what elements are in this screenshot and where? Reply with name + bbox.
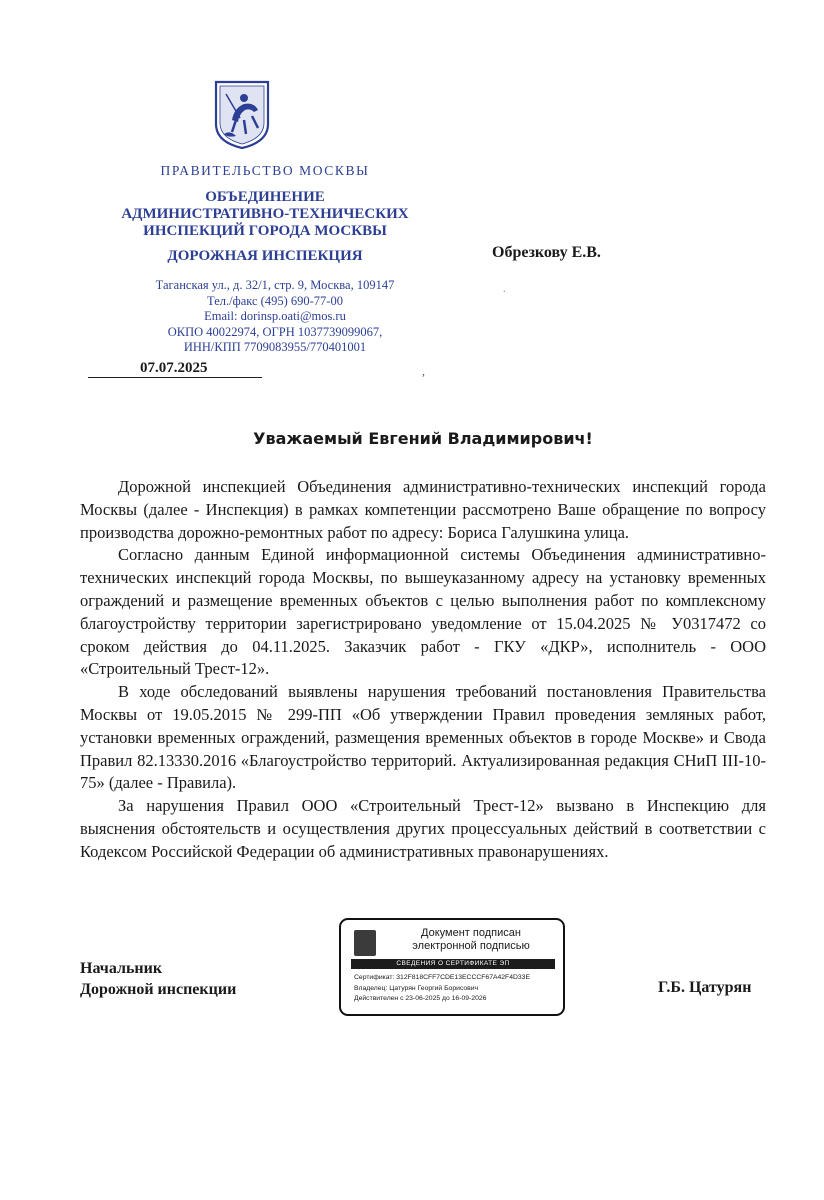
position-line: Начальник — [80, 960, 163, 977]
okpo-ogrn-line: ОКПО 40022974, ОГРН 1037739099067, — [167, 324, 383, 339]
organization-name-line: ИНСПЕКЦИЙ ГОРОДА МОСКВЫ — [143, 223, 387, 239]
address-line: Таганская ул., д. 32/1, стр. 9, Москва, 109147 — [155, 278, 395, 292]
recipient-name: Обрезкову Е.В. — [492, 244, 601, 261]
certificate-header: СВЕДЕНИЯ О СЕРТИФИКАТЕ ЭП — [351, 959, 555, 969]
moscow-coat-of-arms-icon — [214, 80, 270, 150]
document-date: 07.07.2025 — [88, 359, 262, 378]
organization-name-line: ОБЪЕДИНЕНИЕ — [205, 189, 325, 205]
certificate-validity: Действителен с 23-06-2025 до 16-09-2026 — [354, 995, 487, 1002]
scan-mark: , — [422, 364, 425, 378]
organization-name — [100, 189, 430, 240]
greeting: Уважаемый Евгений Владимирович! — [253, 429, 593, 448]
stamp-emblem-icon — [354, 930, 376, 956]
scan-mark: . — [503, 284, 506, 295]
body-paragraph: В ходе обследований выявлены нарушения требований постановления Правительства Москвы от 19.05.2015 № 299-ПП «Об утверждении Правил проведения земляных работ, установки временных ограждений, размещения временных объектов в городе Москве» и Свода Правил 82.13330.2016 «Благоустройство территорий. Актуализированная редакция СНиП III-10-75» (далее - Правила). — [80, 682, 766, 793]
stamp-title-line: электронной подписью — [412, 939, 530, 952]
position-line: Дорожной инспекции — [80, 981, 237, 998]
stamp-title — [381, 927, 561, 952]
division-name: ДОРОЖНАЯ ИНСПЕКЦИЯ — [167, 248, 363, 264]
stamp-title-line: Документ подписан — [421, 927, 521, 939]
certificate-number: Сертификат: 312F818CFF7CDE13ECCCF67A42F4D33E — [354, 974, 530, 981]
certificate-details — [354, 973, 530, 1005]
organization-name-line: АДМИНИСТРАТИВНО-ТЕХНИЧЕСКИХ — [121, 206, 409, 222]
signatory-position — [80, 958, 236, 1000]
electronic-signature-stamp — [339, 918, 565, 1016]
body-paragraph: Дорожной инспекцией Объединения административно-технических инспекций города Москвы (далее - Инспекция) в рамках компетенции рассмотрено Ваше обращение по вопросу производства дорожно-ремонтных работ по адресу: Бориса Галушкина улица. — [80, 477, 766, 542]
inn-kpp-line: ИНН/КПП 7709083955/770401001 — [183, 340, 367, 354]
signatory-name: Г.Б. Цатурян — [658, 979, 752, 996]
body-paragraph: Согласно данным Единой информационной системы Объединения административно-технических инспекций города Москвы, по вышеуказанному адресу на установку временных ограждений и размещение временных объектов с целью выполнения работ по комплексному благоустройству территории зарегистрировано уведомление от 15.04.2025 № У0317472 со сроком действия до 04.11.2025. Заказчик работ - ГКУ «ДКР», исполнитель - ООО «Строительный Трест-12». — [80, 545, 766, 679]
address-block — [110, 278, 440, 356]
body-paragraph: За нарушения Правил ООО «Строительный Трест-12» вызвано в Инспекцию для выяснения обстоятельств и осуществления других процессуальных действий в соответствии с Кодексом Российской Федерации об административных правонарушениях. — [80, 796, 766, 861]
certificate-owner: Владелец: Цатурян Георгий Борисович — [354, 984, 479, 992]
email-line: Email: dorinsp.oati@mos.ru — [204, 309, 346, 323]
government-name: ПРАВИТЕЛЬСТВО МОСКВЫ — [160, 163, 370, 178]
letter-body — [80, 476, 766, 864]
phone-line: Тел./факс (495) 690-77-00 — [207, 293, 343, 308]
